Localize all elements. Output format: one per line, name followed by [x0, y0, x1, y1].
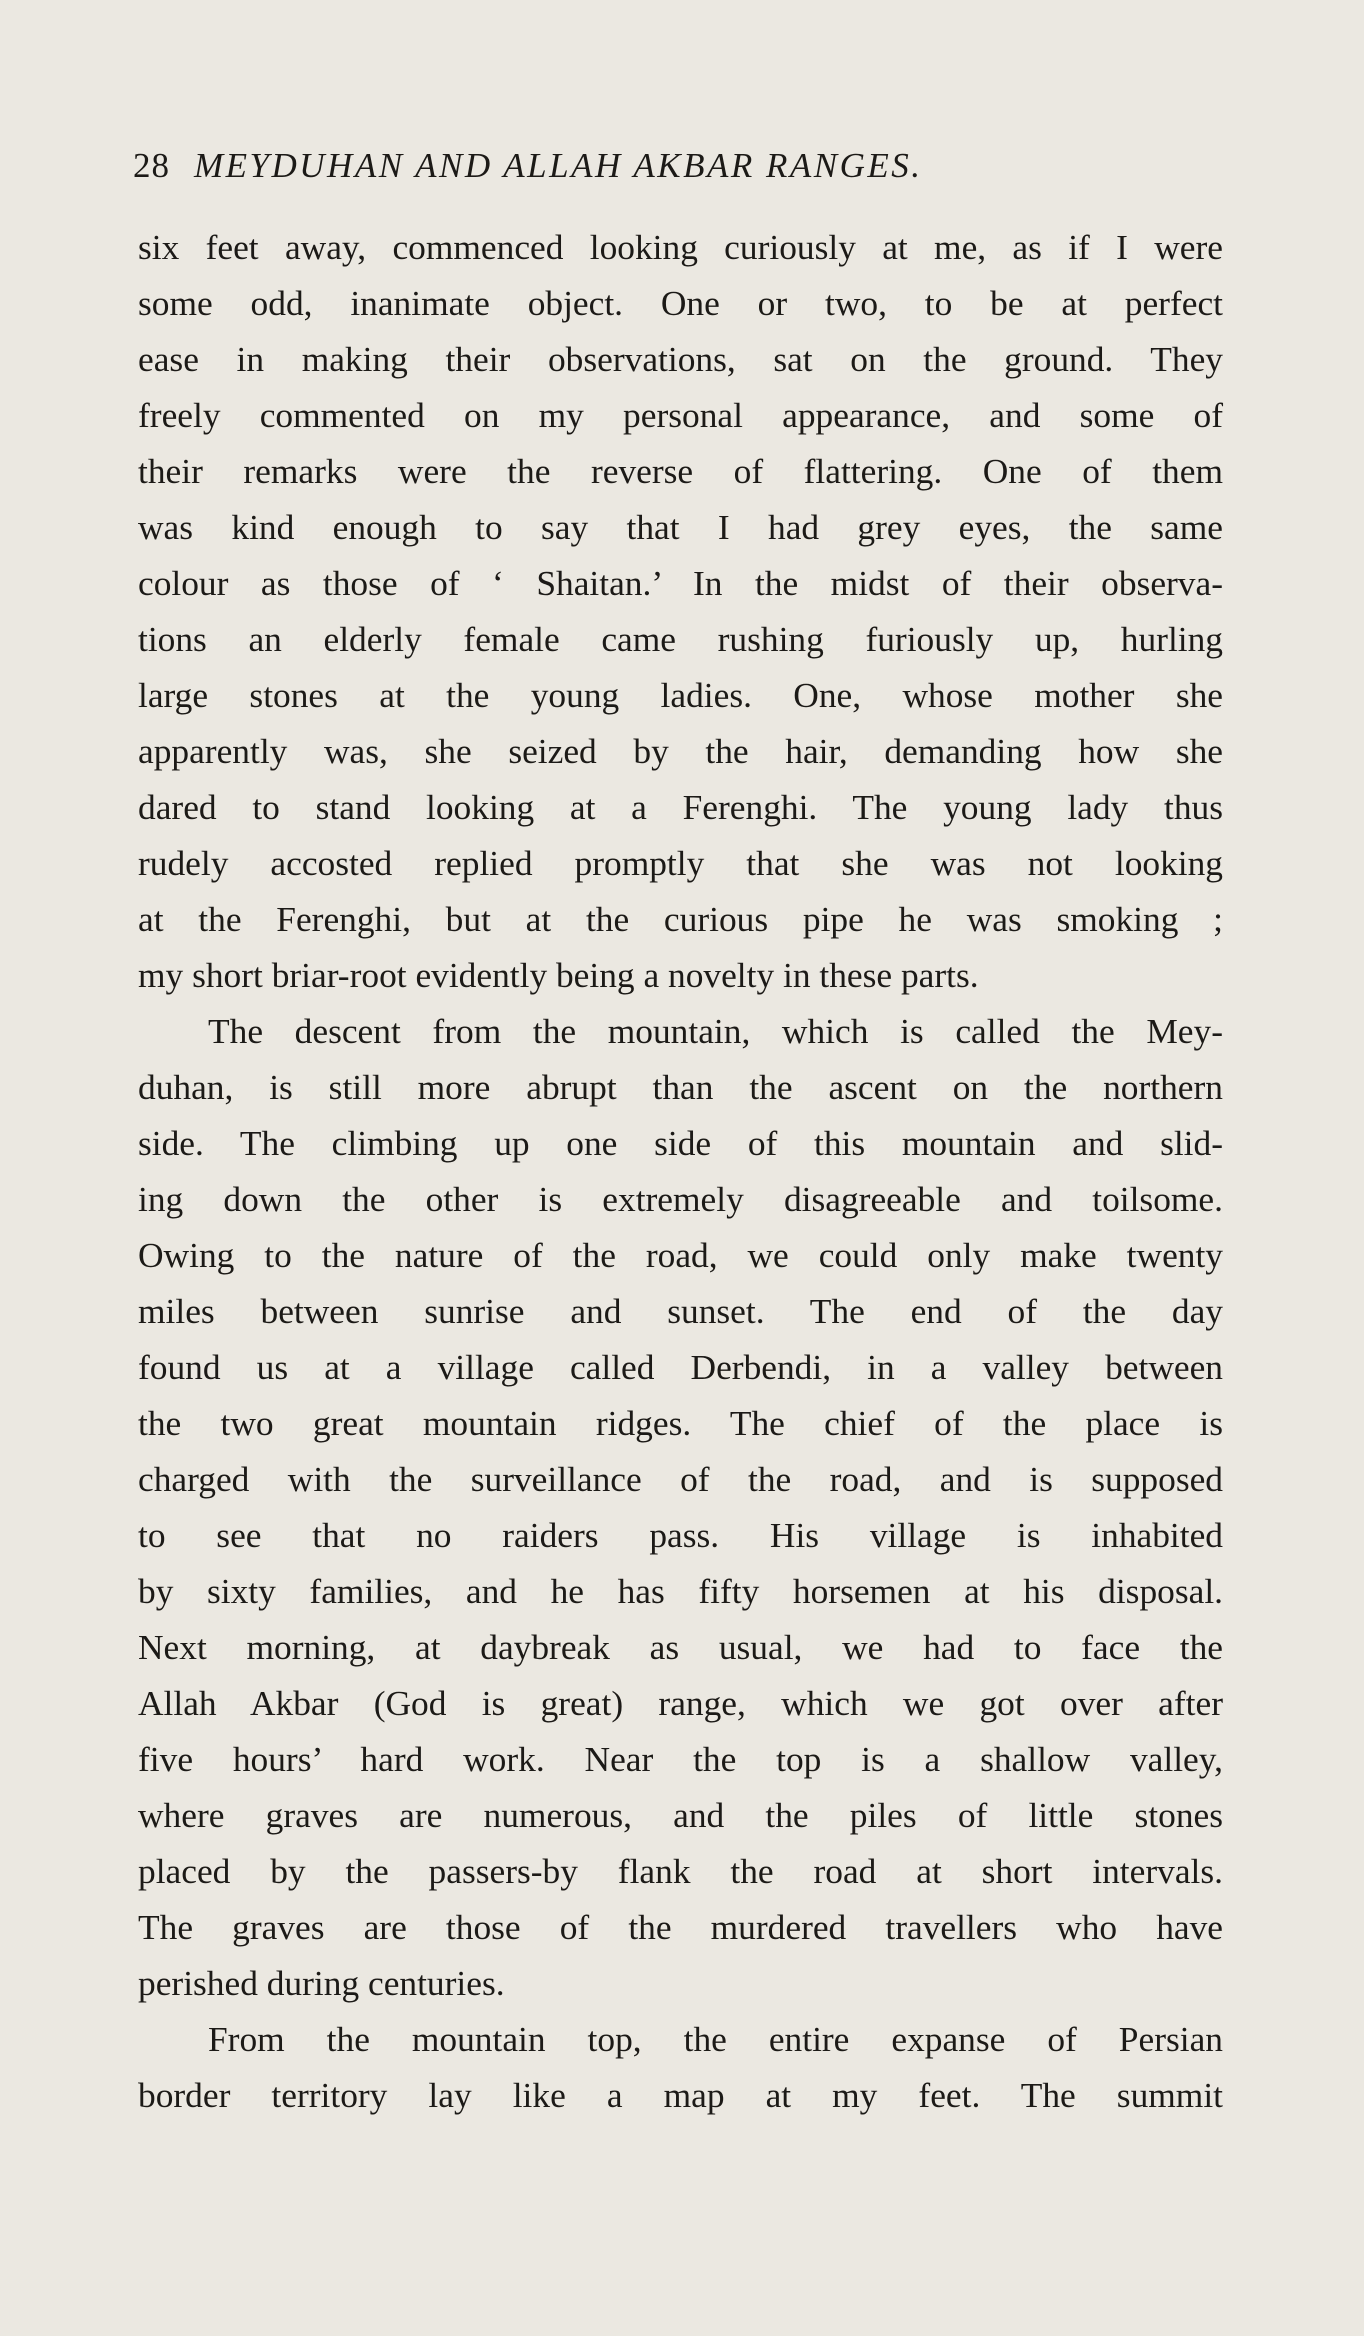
text-line: Owing to the nature of the road, we could only make twenty: [138, 1235, 1223, 1275]
text-line: side. The climbing up one side of this mountain and slid-: [138, 1123, 1223, 1163]
text-line: my short briar-root evidently being a novelty in these parts.: [138, 955, 979, 995]
text-line: rudely accosted replied promptly that she was not looking: [138, 843, 1223, 883]
text-line: charged with the surveillance of the road, and is supposed: [138, 1459, 1223, 1499]
text-line: freely commented on my personal appearance, and some of: [138, 395, 1223, 435]
text-line: apparently was, she seized by the hair, demanding how she: [138, 731, 1223, 771]
text-line: The graves are those of the murdered travellers who have: [138, 1907, 1223, 1947]
text-line: Next morning, at daybreak as usual, we had to face the: [138, 1627, 1223, 1667]
paragraph-start-line: The descent from the mountain, which is called the Mey-: [208, 1011, 1223, 1051]
page-header: [133, 138, 1223, 194]
text-line: perished during centuries.: [138, 1963, 505, 2003]
text-line: ease in making their observations, sat on the ground. They: [138, 339, 1223, 379]
text-line: found us at a village called Derbendi, in a valley between: [138, 1347, 1223, 1387]
text-line: large stones at the young ladies. One, whose mother she: [138, 675, 1223, 715]
text-line: to see that no raiders pass. His village is inhabited: [138, 1515, 1223, 1555]
text-line: some odd, inanimate object. One or two, to be at perfect: [138, 283, 1223, 323]
text-line: was kind enough to say that I had grey eyes, the same: [138, 507, 1223, 547]
page-number: 28: [133, 146, 170, 185]
text-line: duhan, is still more abrupt than the ascent on the northern: [138, 1067, 1223, 1107]
body-text: [138, 219, 1223, 2123]
text-line: placed by the passers-by flank the road at short intervals.: [138, 1851, 1223, 1891]
text-line: six feet away, commenced looking curiously at me, as if I were: [138, 227, 1223, 267]
text-line: by sixty families, and he has fifty horsemen at his disposal.: [138, 1571, 1223, 1611]
text-line: border territory lay like a map at my feet. The summit: [138, 2075, 1223, 2115]
text-line: at the Ferenghi, but at the curious pipe he was smoking ;: [138, 899, 1223, 939]
text-line: where graves are numerous, and the piles of little stones: [138, 1795, 1223, 1835]
text-line: Allah Akbar (God is great) range, which we got over after: [138, 1683, 1223, 1723]
text-line: dared to stand looking at a Ferenghi. The young lady thus: [138, 787, 1223, 827]
paragraph-start-line: From the mountain top, the entire expanse of Persian: [208, 2019, 1223, 2059]
text-line: colour as those of ‘ Shaitan.’ In the midst of their observa-: [138, 563, 1223, 603]
text-line: ing down the other is extremely disagreeable and toilsome.: [138, 1179, 1223, 1219]
text-line: miles between sunrise and sunset. The end of the day: [138, 1291, 1223, 1331]
text-line: their remarks were the reverse of flattering. One of them: [138, 451, 1223, 491]
text-line: five hours’ hard work. Near the top is a shallow valley,: [138, 1739, 1223, 1779]
text-line: the two great mountain ridges. The chief of the place is: [138, 1403, 1223, 1443]
running-title: MEYDUHAN AND ALLAH AKBAR RANGES.: [194, 146, 923, 185]
text-line: tions an elderly female came rushing furiously up, hurling: [138, 619, 1223, 659]
